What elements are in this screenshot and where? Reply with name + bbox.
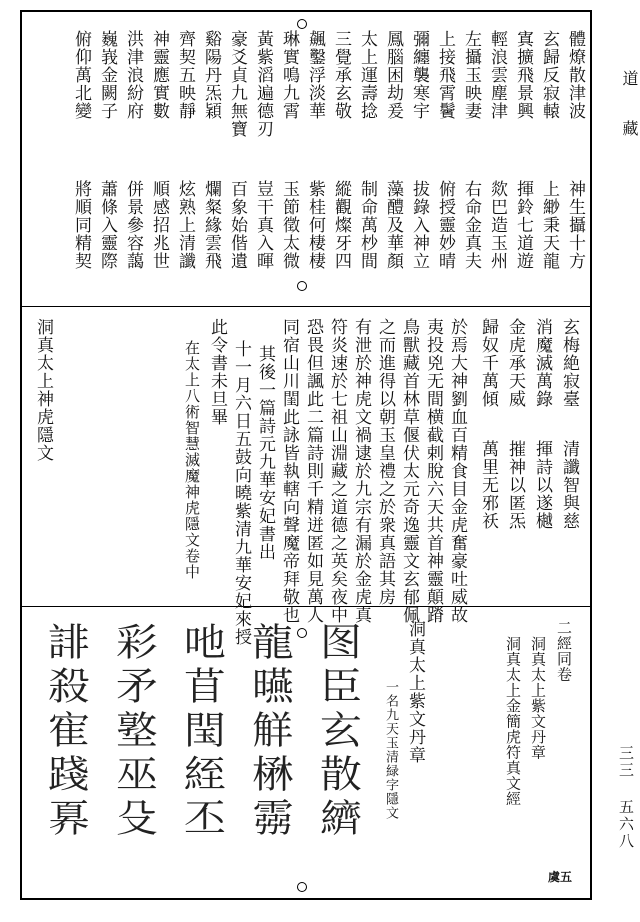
verse-column-lower: 玉節徵太微 bbox=[279, 180, 299, 270]
scripture-title: 洞真太上紫文丹章 bbox=[405, 620, 425, 764]
verse-column-lower: 上緲秉天龍 bbox=[539, 180, 559, 270]
verse-column-lower: 百象始偕遺 bbox=[227, 180, 247, 270]
hymn-column: 消魔滅萬錄 bbox=[532, 318, 552, 408]
hymn-column: 摧神以匿炁 bbox=[505, 440, 525, 530]
verse-column-upper: 琳實鳴九霄 bbox=[279, 30, 299, 120]
verse-column-upper: 寘擴飛景興 bbox=[513, 30, 533, 120]
verse-column-lower: 制命萬杪間 bbox=[357, 180, 377, 270]
binding-hole-2 bbox=[297, 281, 307, 291]
hymn-column: 在太上八術智慧滅魔神虎隱文卷中 bbox=[183, 340, 201, 580]
hymn-column: 符炎速於七祖山淵藏之道德之英矣夜中 bbox=[327, 318, 347, 624]
verse-column-lower: 縱觀燦牙四 bbox=[331, 180, 351, 270]
binding-hole-3 bbox=[297, 628, 307, 638]
hymn-column: 揮詩以遂樾 bbox=[532, 440, 552, 530]
hymn-column: 金虎承天威 bbox=[505, 318, 525, 408]
hymn-column: 之而進得以朝玉皇禮之於衆真語其房 bbox=[375, 318, 395, 606]
verse-column-upper: 洪津浪紛府 bbox=[123, 30, 143, 120]
verse-column-upper: 齊契五映靜 bbox=[175, 30, 195, 120]
hymn-column: 萬里无邪祅 bbox=[478, 440, 498, 530]
verse-column-upper: 玄歸反寂轅 bbox=[539, 30, 559, 120]
verse-column-lower: 併景參容藹 bbox=[123, 180, 143, 270]
verse-column-upper: 神靈應實數 bbox=[149, 30, 169, 120]
hymn-column: 清讖智與慈 bbox=[559, 440, 579, 530]
scripture-subtitle: 一名九天玉清緑字隱文 bbox=[383, 680, 398, 820]
verse-column-lower: 將順同精契 bbox=[71, 180, 91, 270]
hymn-column: 其後一篇詩元九華安妃書出 bbox=[255, 345, 275, 561]
seal-column: 龍曣觧楙霛 bbox=[244, 622, 294, 842]
page-reference: 三三 五六八 bbox=[617, 745, 635, 850]
verse-column-upper: 輕浪雲塵津 bbox=[487, 30, 507, 120]
seal-column: 吔苜閠絰丕 bbox=[176, 622, 226, 842]
verse-column-upper: 體燎散津波 bbox=[565, 30, 585, 120]
header-line-2: 洞真太上紫文丹章 bbox=[529, 636, 547, 760]
seal-column: 誹殺寉踐奡 bbox=[40, 622, 90, 842]
seal-column: 彩矛墪巫殳 bbox=[108, 622, 158, 842]
hymn-column: 十一月六日五鼓向曉紫清九華安妃來授 bbox=[231, 340, 251, 646]
hymn-column: 歸奴千萬傾 bbox=[478, 318, 498, 408]
verse-column-lower: 神生攝十方 bbox=[565, 180, 585, 270]
verse-column-upper: 豪爻貞九無寶 bbox=[227, 30, 247, 138]
hymn-column: 夷投兇无間横截剌脫六天共首神靈顛蹐 bbox=[423, 318, 443, 624]
verse-column-lower: 爛粲緣雲飛 bbox=[201, 180, 221, 270]
seal-column: 图臣玄散纃 bbox=[312, 622, 362, 842]
header-line-3: 洞真太上金簡虎符真文經 bbox=[504, 636, 522, 807]
verse-column-upper: 三覺承玄敬 bbox=[331, 30, 351, 120]
verse-column-upper: 彌纏襲寒宇 bbox=[409, 30, 429, 120]
verse-column-lower: 右命金真夫 bbox=[461, 180, 481, 270]
binding-hole-4 bbox=[297, 882, 307, 892]
header-line-1: 二經同卷 bbox=[555, 620, 573, 682]
hymn-column: 鳥獸藏首林草偃伏太元奇逸靈文玄郁佩 bbox=[399, 318, 419, 624]
hymn-column: 玄梅絶寂臺 bbox=[559, 318, 579, 408]
binding-hole-1 bbox=[297, 19, 307, 29]
verse-column-lower: 俯授靈妙晴 bbox=[435, 180, 455, 270]
verse-column-lower: 蕭條入靈際 bbox=[97, 180, 117, 270]
margin-label-top: 道 bbox=[620, 70, 639, 88]
section-title: 洞真太上神虎隱文 bbox=[33, 318, 53, 462]
verse-column-lower: 豈干真入暉 bbox=[253, 180, 273, 270]
verse-column-lower: 順感招兆世 bbox=[149, 180, 169, 270]
verse-column-upper: 谿陽丹炁穎 bbox=[201, 30, 221, 120]
verse-column-lower: 藻醴及華顏 bbox=[383, 180, 403, 270]
margin-label-mid: 藏 bbox=[620, 120, 639, 138]
verse-column-lower: 紫桂何棲棲 bbox=[305, 180, 325, 270]
section-divider-1 bbox=[20, 306, 592, 307]
corner-mark: 虞五 bbox=[548, 870, 573, 884]
verse-column-lower: 炫熟上清讖 bbox=[175, 180, 195, 270]
hymn-column: 有泄於神虎文禍逮於九宗有漏於金虎真 bbox=[351, 318, 371, 624]
hymn-column: 同宿山川閨此詠皆執轄向聲魔帝拜敬也 bbox=[279, 318, 299, 624]
verse-column-upper: 俯仰萬北變 bbox=[71, 30, 91, 120]
verse-column-lower: 揮鈴七道遊 bbox=[513, 180, 533, 270]
hymn-column: 此令書未旦畢 bbox=[207, 318, 227, 426]
verse-column-upper: 上接飛霄鬢 bbox=[435, 30, 455, 120]
verse-column-upper: 飆鑿浮淡華 bbox=[305, 30, 325, 120]
verse-column-upper: 黃紫滔遍德刃 bbox=[253, 30, 273, 138]
hymn-column: 於焉大神劉血百精食目金虎奮豪吐威故 bbox=[447, 318, 467, 624]
verse-column-upper: 巍峩金闕子 bbox=[97, 30, 117, 120]
verse-column-upper: 太上運壽捻 bbox=[357, 30, 377, 120]
verse-column-upper: 鳳腦困劫爰 bbox=[383, 30, 403, 120]
verse-column-upper: 左攝玉映妻 bbox=[461, 30, 481, 120]
verse-column-lower: 拔錄入神立 bbox=[409, 180, 429, 270]
verse-column-lower: 欻巴造玉州 bbox=[487, 180, 507, 270]
hymn-column: 恐畏但諷此二篇詩則千精迸匿如見萬人 bbox=[303, 318, 323, 624]
